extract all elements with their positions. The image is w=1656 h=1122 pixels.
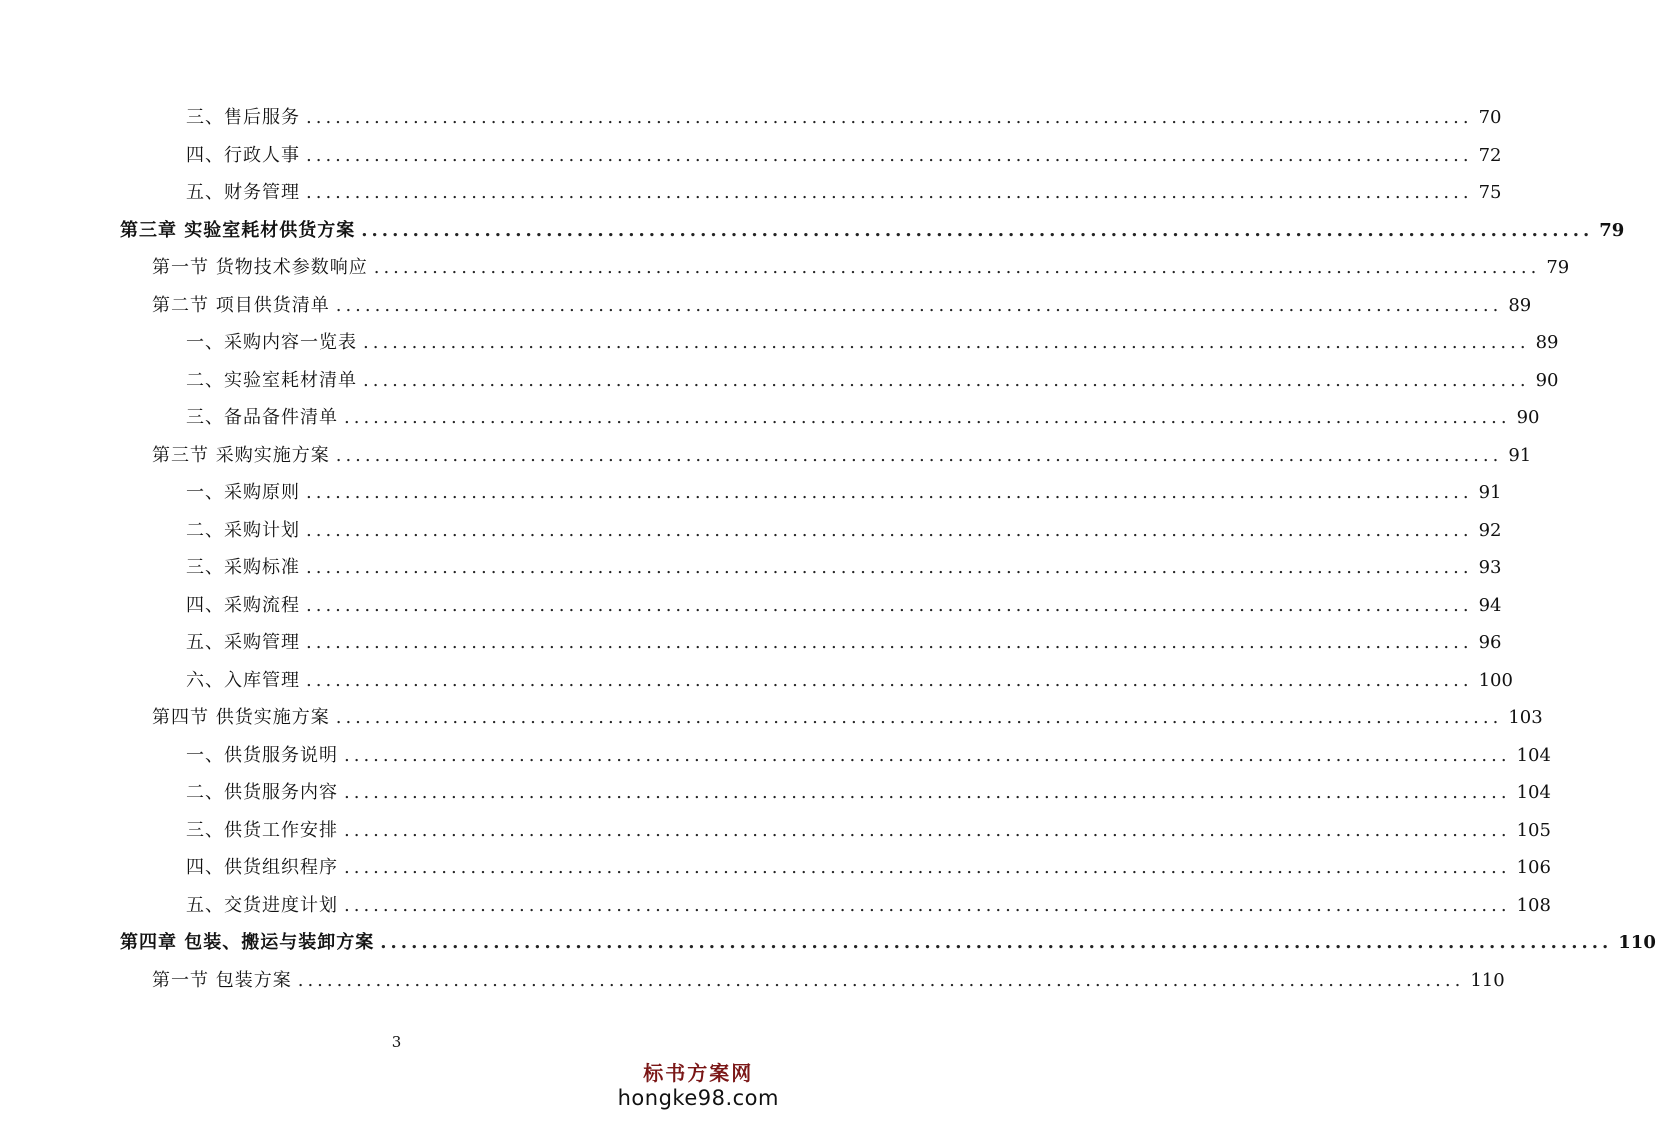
toc-entry-page: 94 <box>1478 595 1502 616</box>
toc-leader-dots: ........................................................................................................................ <box>344 857 1511 878</box>
toc-entry-page: 100 <box>1478 670 1513 691</box>
toc-entry-label: 四、行政人事 <box>186 145 300 166</box>
toc-entry <box>186 887 1551 924</box>
toc-entry-label: 四、采购流程 <box>186 595 300 616</box>
toc-entry-label: 二、供货服务内容 <box>186 782 338 803</box>
toc-leader-dots: ........................................................................................................................ <box>335 445 1503 466</box>
toc-entry-page: 106 <box>1516 857 1551 878</box>
toc-leader-dots: ........................................................................................................................ <box>306 595 1473 616</box>
toc-entry-page: 96 <box>1478 632 1502 653</box>
toc-entry-page: 110 <box>1618 932 1656 953</box>
toc-leader-dots: ........................................................................................................................ <box>335 707 1503 728</box>
toc-entry <box>152 699 1543 736</box>
toc-entry-page: 79 <box>1546 257 1570 278</box>
toc-entry <box>152 287 1532 324</box>
toc-entry-label: 五、交货进度计划 <box>186 895 338 916</box>
toc-entry-page: 75 <box>1478 182 1502 203</box>
toc-entry <box>186 174 1502 211</box>
watermark-en-text: hongke98.com <box>617 1086 779 1110</box>
toc-leader-dots: ........................................................................................................................ <box>306 107 1473 128</box>
toc-entry-label: 二、采购计划 <box>186 520 300 541</box>
toc-entry-page: 93 <box>1478 557 1502 578</box>
toc-entry-page: 104 <box>1516 745 1551 766</box>
toc-leader-dots: ........................................................................................................................ <box>344 745 1511 766</box>
toc-leader-dots: ........................................................................................................................ <box>380 932 1613 953</box>
toc-entry-page: 91 <box>1508 445 1532 466</box>
toc-leader-dots: ........................................................................................................................ <box>306 632 1473 653</box>
toc-leader-dots: ........................................................................................................................ <box>363 332 1530 353</box>
toc-entry-label: 第四章 包装、搬运与装卸方案 <box>120 932 375 953</box>
toc-entry-label: 第二节 项目供货清单 <box>152 295 330 316</box>
toc-entry <box>186 849 1551 886</box>
toc-entry-label: 一、采购原则 <box>186 482 300 503</box>
toc-entry-page: 72 <box>1478 145 1502 166</box>
page-number: 3 <box>391 1033 402 1051</box>
toc-entry-label: 五、采购管理 <box>186 632 300 653</box>
toc-leader-dots: ........................................................................................................................ <box>306 557 1473 578</box>
toc-entry-label: 第一节 包装方案 <box>152 970 292 991</box>
toc-entry-page: 89 <box>1535 332 1559 353</box>
toc-entry <box>186 324 1559 361</box>
toc-entry-page: 105 <box>1516 820 1551 841</box>
toc-entry-label: 第一节 货物技术参数响应 <box>152 257 368 278</box>
toc-leader-dots: ........................................................................................................................ <box>363 370 1530 391</box>
toc-entry-page: 90 <box>1516 407 1540 428</box>
toc-entry-page: 70 <box>1478 107 1502 128</box>
toc-entry <box>186 774 1551 811</box>
toc-entry-page: 92 <box>1478 520 1502 541</box>
toc-entry-label: 四、供货组织程序 <box>186 857 338 878</box>
toc-entry <box>186 474 1502 511</box>
toc-leader-dots: ........................................................................................................................ <box>306 182 1473 203</box>
toc-leader-dots: ........................................................................................................................ <box>306 520 1473 541</box>
toc-entry-page: 91 <box>1478 482 1502 503</box>
toc-entry-label: 三、备品备件清单 <box>186 407 338 428</box>
watermark-cn-text: 标书方案网 <box>643 1061 754 1085</box>
toc-entry-page: 89 <box>1508 295 1532 316</box>
toc-leader-dots: ........................................................................................................................ <box>306 670 1473 691</box>
toc-entry <box>152 437 1532 474</box>
toc-entry <box>120 212 1625 249</box>
toc-leader-dots: ........................................................................................................................ <box>306 482 1473 503</box>
toc-entry-label: 第三节 采购实施方案 <box>152 445 330 466</box>
toc-entry-page: 103 <box>1508 707 1543 728</box>
toc-entry <box>152 962 1505 999</box>
toc-entry-label: 一、采购内容一览表 <box>186 332 357 353</box>
toc-entry-label: 五、财务管理 <box>186 182 300 203</box>
toc-leader-dots: ........................................................................................................................ <box>344 407 1511 428</box>
toc-leader-dots: ........................................................................................................................ <box>373 257 1541 278</box>
toc-entry-label: 三、采购标准 <box>186 557 300 578</box>
toc-leader-dots: ........................................................................................................................ <box>306 145 1473 166</box>
toc-entry-label: 一、供货服务说明 <box>186 745 338 766</box>
watermark <box>618 1057 779 1110</box>
toc-leader-dots: ........................................................................................................................ <box>344 895 1511 916</box>
toc-leader-dots: ........................................................................................................................ <box>361 220 1594 241</box>
toc-entry-label: 三、供货工作安排 <box>186 820 338 841</box>
toc-leader-dots: ........................................................................................................................ <box>335 295 1503 316</box>
toc-entry <box>120 924 1656 961</box>
toc-entry-page: 108 <box>1516 895 1551 916</box>
toc-entry <box>186 512 1502 549</box>
toc-entry-label: 三、售后服务 <box>186 107 300 128</box>
toc-entry-page: 79 <box>1599 220 1625 241</box>
toc-leader-dots: ........................................................................................................................ <box>297 970 1465 991</box>
toc-entry-page: 110 <box>1470 970 1505 991</box>
toc-entry <box>186 737 1551 774</box>
toc-entry <box>186 549 1502 586</box>
toc-entry <box>152 249 1570 286</box>
toc-entry <box>186 399 1540 436</box>
toc-entry-page: 104 <box>1516 782 1551 803</box>
toc-entry-label: 第三章 实验室耗材供货方案 <box>120 220 356 241</box>
toc-entry-page: 90 <box>1535 370 1559 391</box>
toc-entry-label: 二、实验室耗材清单 <box>186 370 357 391</box>
toc-entry <box>186 624 1502 661</box>
toc-leader-dots: ........................................................................................................................ <box>344 820 1511 841</box>
toc-entry-label: 六、入库管理 <box>186 670 300 691</box>
toc-entry <box>186 362 1559 399</box>
toc-leader-dots: ........................................................................................................................ <box>344 782 1511 803</box>
toc-entry-label: 第四节 供货实施方案 <box>152 707 330 728</box>
toc-entry <box>186 99 1502 136</box>
toc-entry <box>186 662 1513 699</box>
toc-entry <box>186 137 1502 174</box>
toc-entry <box>186 587 1502 624</box>
toc-entry <box>186 812 1551 849</box>
